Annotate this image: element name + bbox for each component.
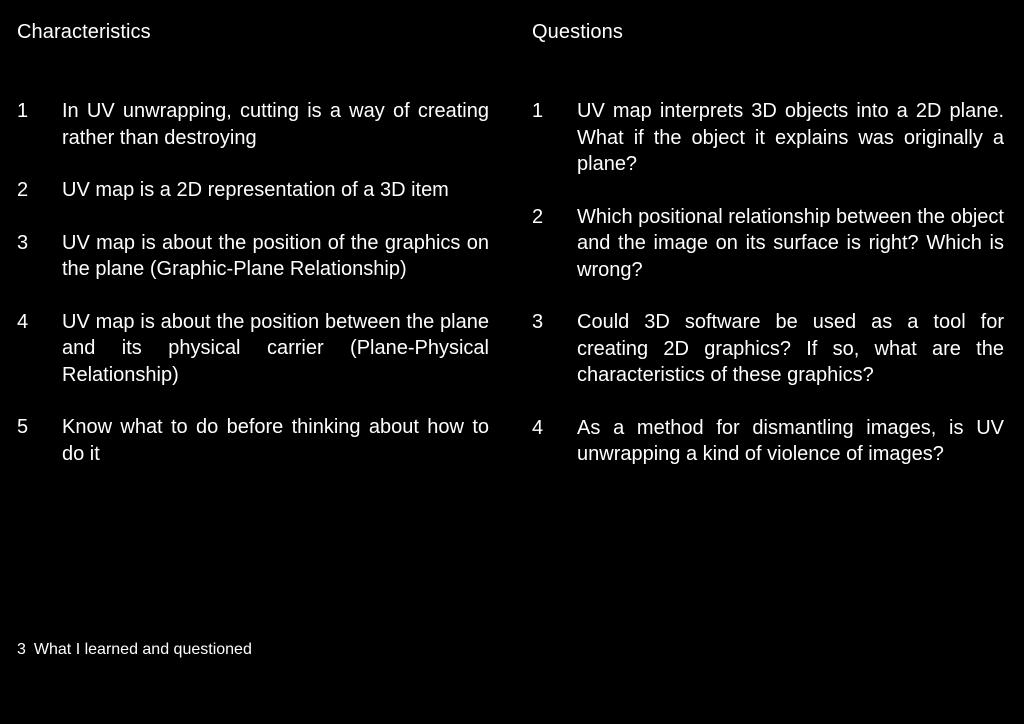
- list-item: [17, 177, 489, 204]
- item-number: 4: [17, 310, 29, 333]
- item-text: Know what to do before thinking about how to do it: [62, 416, 489, 465]
- item-text: In UV unwrapping, cutting is a way of creating rather than destroying: [62, 100, 489, 149]
- characteristics-list: [17, 98, 489, 493]
- item-text: Which positional relationship between the object and the image on its surface is right? Which is wrong?: [577, 205, 1004, 281]
- questions-heading: Questions: [532, 21, 623, 43]
- list-item: [17, 414, 489, 467]
- item-number: 4: [532, 416, 544, 439]
- list-item: [17, 309, 489, 389]
- item-number: 5: [17, 416, 29, 438]
- list-item: [532, 309, 1004, 389]
- item-number: 3: [532, 311, 544, 333]
- item-number: 2: [17, 179, 29, 201]
- questions-column: [532, 18, 1004, 465]
- item-number: 3: [17, 231, 29, 254]
- item-number: 1: [17, 100, 29, 122]
- characteristics-heading: Characteristics: [17, 21, 151, 43]
- item-text: UV map is a 2D representation of a 3D item: [62, 179, 449, 201]
- list-item: [532, 415, 1004, 468]
- list-item: [17, 98, 489, 151]
- page-number: 3: [17, 641, 26, 658]
- questions-list: [532, 98, 1004, 494]
- item-text: Could 3D software be used as a tool for creating 2D graphics? If so, what are the characteristics of these graphics?: [577, 311, 1004, 386]
- item-text: UV map is about the position of the graphics on the plane (Graphic-Plane Relationship): [62, 231, 489, 280]
- item-text: As a method for dismantling images, is UV unwrapping a kind of violence of images?: [577, 416, 1004, 465]
- page-footer: [17, 640, 252, 660]
- footer-caption: What I learned and questioned: [33, 641, 252, 658]
- characteristics-column: [17, 18, 489, 465]
- item-number: 2: [532, 205, 544, 228]
- list-item: [17, 230, 489, 283]
- list-item: [532, 204, 1004, 284]
- item-text: UV map is about the position between the plane and its physical carrier (Plane-Physical Relationship): [62, 310, 489, 386]
- item-text: UV map interprets 3D objects into a 2D plane. What if the object it explains was originally a plane?: [577, 100, 1004, 175]
- item-number: 1: [532, 100, 544, 122]
- list-item: [532, 98, 1004, 178]
